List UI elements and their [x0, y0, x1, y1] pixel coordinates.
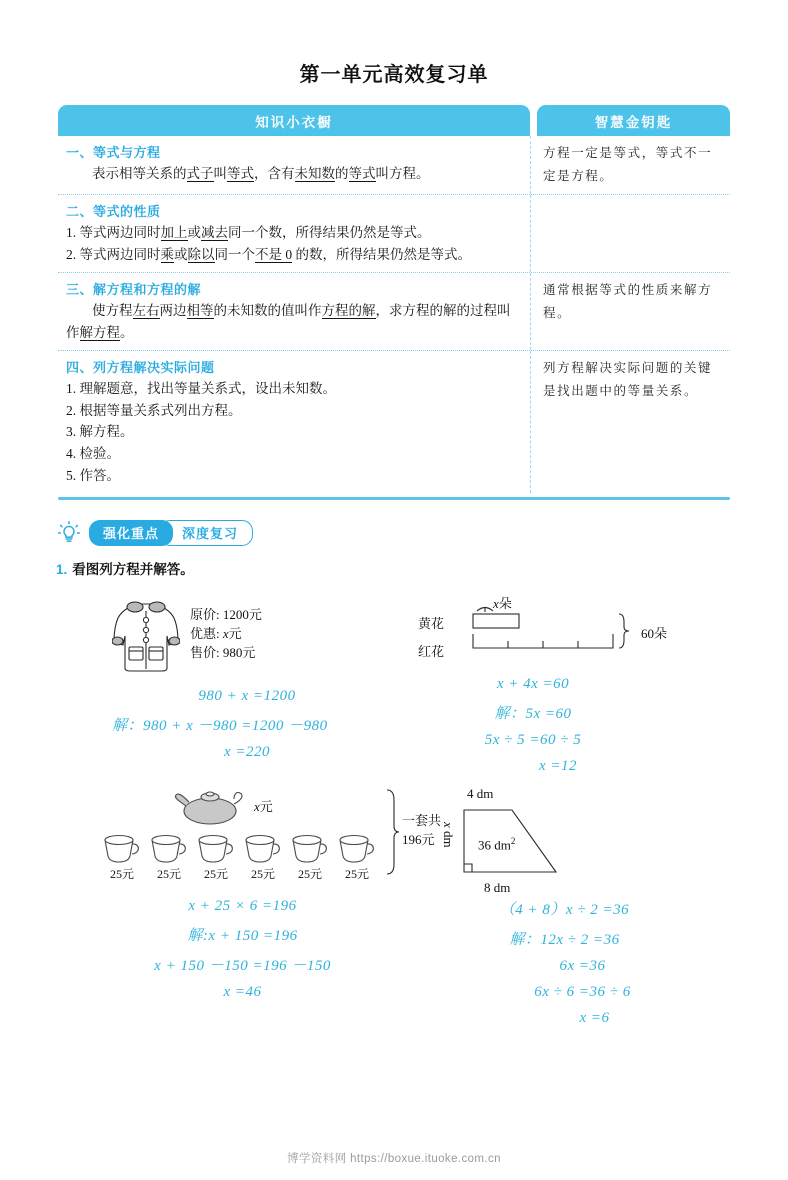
knowledge-row-3-tip — [530, 273, 730, 350]
question-1-text: 看图列方程并解答。 — [72, 561, 194, 577]
knowledge-table-bottom-rule — [58, 497, 730, 500]
knowledge-row-2-tip — [530, 195, 730, 272]
coat-label-sale-price: 售价: 980元 — [190, 644, 256, 660]
footer-watermark: 博学资料网 https://boxue.ituoke.com.cn — [287, 1153, 501, 1165]
knowledge-table — [58, 105, 730, 500]
flowers-label-red: 红花 — [418, 643, 445, 659]
teapot-label-x: x元 — [254, 799, 273, 815]
section-4-line-1: 1. 理解题意，找出等量关系式，设出未知数。 — [66, 380, 336, 396]
section-4-line-5: 5. 作答。 — [66, 468, 120, 484]
focus-pill-group — [89, 520, 253, 546]
question-1-number: 1. — [56, 561, 68, 577]
bar-bracket-diagram — [449, 596, 639, 666]
cup-price-3: 25元 — [203, 866, 228, 881]
teaset-step-2-prefix: 解: — [187, 927, 209, 944]
knowledge-row-2 — [58, 195, 730, 272]
trapezoid-label-left: x dm — [441, 821, 456, 848]
trapezoid-step-2-prefix: 解： — [509, 931, 541, 948]
cup-price-1: 25元 — [109, 866, 134, 881]
teaset-step-4: x =46 — [223, 983, 262, 1000]
pill-key-points: 强化重点 — [89, 520, 173, 546]
coat-illustration — [112, 596, 180, 674]
section-title-2: 二、等式的性质 — [66, 204, 161, 220]
pill-deep-review: 深度复习 — [159, 520, 253, 546]
knowledge-row-1-tip — [530, 136, 730, 194]
knowledge-row-3 — [58, 273, 730, 350]
lightbulb-icon — [56, 520, 82, 546]
teaset-total-line-1: 一套共 — [402, 812, 442, 828]
teaset-brace-icon — [383, 788, 399, 876]
cup-2 — [147, 830, 191, 864]
teapot-illustration — [170, 786, 250, 826]
trapezoid-label-bottom: 8 dm — [484, 879, 511, 895]
coat-step-2-prefix: 解： — [112, 717, 144, 734]
section-4-line-4: 4. 检验。 — [66, 446, 120, 462]
cup-3 — [194, 830, 238, 864]
section-2-line-1: 1. 等式两边同时加上或减去同一个数，所得结果仍然是等式。 — [66, 225, 431, 241]
flowers-label-yellow: 黄花 — [418, 615, 445, 631]
section-title-3: 三、解方程和方程的解 — [66, 281, 202, 297]
cup-4 — [241, 830, 285, 864]
flowers-step-3: 5x ÷ 5 =60 ÷ 5 — [484, 731, 582, 748]
trapezoid-label-area: 36 $dm^2$ — [478, 835, 516, 853]
teaset-step-1: x + 25 × 6 =196 — [188, 897, 297, 914]
trapezoid-step-3: 6x =36 — [559, 957, 606, 974]
problem-coat — [112, 596, 382, 761]
section-4-line-2: 2. 根据等量关系式列出方程。 — [66, 402, 242, 418]
section-title-1: 一、等式与方程 — [66, 145, 161, 160]
coat-label-original-price: 原价: 1200元 — [190, 606, 262, 622]
section-3-line-1: 使方程左右两边相等的未知数的值叫作方程的解，求方程的解的过程叫作解方程。 — [66, 302, 511, 340]
tip-text-3: 通常根据等式的性质来解方程。 — [543, 282, 713, 321]
flowers-step-4: x =12 — [538, 757, 578, 774]
knowledge-row-4-main — [58, 351, 530, 493]
focus-banner — [56, 520, 788, 546]
flowers-step-1: x + 4x =60 — [496, 675, 570, 692]
problem-teaset — [100, 786, 441, 1001]
cup-price-6: 25元 — [344, 866, 369, 881]
cup-6 — [335, 830, 379, 864]
teaset-step-2: x + 150 =196 — [208, 927, 298, 944]
trapezoid-label-top: 4 dm — [467, 785, 494, 801]
knowledge-row-4 — [58, 351, 730, 493]
header-knowledge-closet: 知识小衣橱 — [58, 105, 530, 136]
cup-5 — [288, 830, 332, 864]
cup-1 — [100, 830, 144, 864]
teaset-step-3: x + 150 －150 =196 －150 — [154, 957, 331, 974]
coat-step-2: 980 + x －980 =1200 －980 — [143, 717, 328, 734]
cup-price-2: 25元 — [156, 866, 181, 881]
tip-text-1: 方程一定是等式，等式不一定是方程。 — [543, 146, 713, 184]
question-1-title — [56, 558, 788, 578]
flowers-step-2-prefix: 解： — [494, 705, 526, 722]
trapezoid-step-1: （4 + 8）x ÷ 2 =36 — [499, 901, 630, 918]
section-4-line-3: 3. 解方程。 — [66, 424, 134, 440]
problem-trapezoid — [432, 786, 697, 1027]
trapezoid-step-5: x =6 — [579, 1009, 610, 1026]
header-wisdom-key: 智慧金钥匙 — [537, 105, 730, 136]
flowers-label-x: x朵 — [493, 595, 512, 611]
section-2-line-2: 2. 等式两边同时乘或除以同一个不是 0 的数，所得结果仍然是等式。 — [66, 247, 471, 263]
knowledge-row-2-main — [58, 195, 530, 272]
knowledge-row-4-tip — [530, 351, 730, 493]
knowledge-row-3-main — [58, 273, 530, 350]
section-1-line-1: 表示相等关系的式子叫等式，含有未知数的等式叫方程。 — [92, 166, 430, 181]
problems-area — [0, 588, 788, 1026]
knowledge-row-1-main — [58, 136, 530, 194]
teaset-total-line-2: 196元 — [402, 831, 435, 847]
coat-label-discount: 优惠: x元 — [190, 625, 242, 641]
cup-price-5: 25元 — [297, 866, 322, 881]
knowledge-row-1 — [58, 136, 730, 194]
trapezoid-step-4: 6x ÷ 6 =36 ÷ 6 — [534, 983, 631, 1000]
cup-price-4: 25元 — [250, 866, 275, 881]
section-title-4: 四、列方程解决实际问题 — [66, 359, 215, 375]
coat-step-3: x =220 — [223, 743, 271, 760]
flowers-step-2: 5x =60 — [525, 705, 572, 722]
problem-flowers — [418, 596, 667, 775]
coat-step-1: 980 + x =1200 — [198, 687, 296, 704]
knowledge-table-header — [58, 105, 730, 136]
page-title: 第一单元高效复习单 — [299, 64, 489, 86]
trapezoid-step-2: 12x ÷ 2 =36 — [540, 931, 620, 948]
tip-text-4: 列方程解决实际问题的关键是找出题中的等量关系。 — [543, 360, 713, 398]
flowers-label-total: 60朵 — [641, 625, 668, 641]
